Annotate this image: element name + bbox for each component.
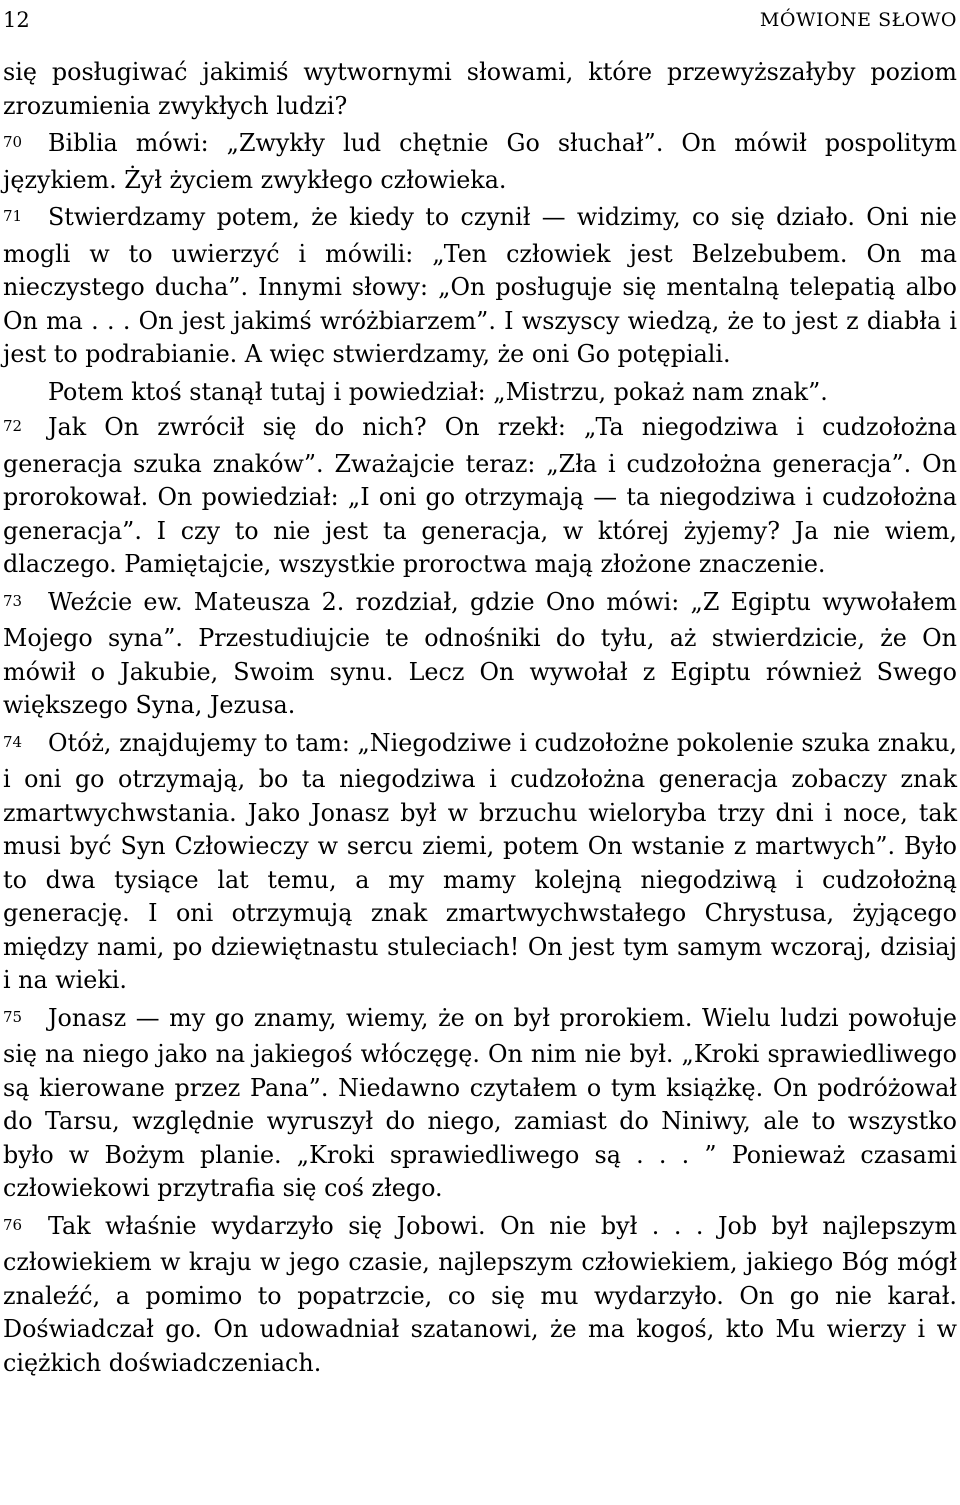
paragraph-text: Tak właśnie wydarzyło się Jobowi. On nie był . . . Job był najlepszym człowiekiem w kraju w jego czasie, najlepszym człowiekiem, jakiego Bóg mógł znaleźć, a pomimo to popatrzcie, co się mu wydarzyło. On go nie karał. Doświadczał go. On udowadniał szatanowi, że ma kogoś, kto Mu wierzy i w ciężkich doświadczeniach. [3, 1211, 957, 1377]
paragraph-text: Otóż, znajdujemy to tam: „Niegodziwe i cudzołożne pokolenie szuka znaku, i oni go otrzymają, bo ta niegodziwa i cudzołożna generacja zobaczy znak zmartwychwstania. Jako Jonasz był w brzuchu wieloryba trzy dni i noce, tak musi być Syn Człowieczy w sercu ziemi, potem On wstanie z martwych”. Było to dwa tysiące lat temu, a my mamy kolejną niegodziwą i cudzołożną generację. I oni otrzymują znak zmartwychwstałego Chrystusa, żyjącego między nami, po dziewiętnastu stuleciach! On jest tym samym wczoraj, dzisiaj i na wieki. [3, 728, 957, 994]
paragraph-text: Potem ktoś stanął tutaj i powiedział: „Mistrzu, pokaż nam znak”. [48, 377, 828, 406]
paragraph-number: 71 [3, 207, 23, 225]
paragraph-number: 73 [3, 591, 23, 610]
paragraph-unnumbered [3, 376, 957, 410]
body-text [3, 56, 957, 1384]
page-header [3, 6, 957, 36]
paragraph-74 [3, 727, 957, 998]
paragraph-text: Jonasz — my go znamy, wiemy, że on był prorokiem. Wielu ludzi powołuje się na niego jako na jakiegoś włóczęgę. On nim nie był. „Kroki sprawiedliwego są kierowane przez Pana”. Niedawno czytałem o tym książkę. On podróżował do Tarsu, względnie wyruszył do niego, zamiast do Niniwy, ale to wszystko było w Bożym planie. „Kroki sprawiedliwego są . . . ” Ponieważ czasami człowiekowi przytrafia się coś złego. [3, 1003, 957, 1202]
paragraph-number: 76 [3, 1215, 23, 1234]
paragraph-number: 72 [3, 417, 23, 435]
paragraph-70 [3, 127, 957, 197]
paragraph-text: Stwierdzamy potem, że kiedy to czynił — widzimy, co się działo. Oni nie mogli w to uwierzyć i mówili: „Ten człowiek jest Belzebubem. On ma nieczystego ducha”. Innymi słowy: „On posługuje się mentalną telepatią albo On ma . . . On jest jakimś wróżbiarzem”. I wszyscy wiedzą, że to jest z diabła i jest to podrabianie. A więc stwierdzamy, że oni Go potępiali. [3, 203, 957, 368]
paragraph-73 [3, 586, 957, 723]
paragraph-continuation [3, 56, 957, 123]
paragraph-text: się posługiwać jakimiś wytwornymi słowami, które przewyższałyby poziom zrozumienia zwykłych ludzi? [3, 58, 957, 120]
paragraph-text: Jak On zwrócił się do nich? On rzekł: „Ta niegodziwa i cudzołożna generacja szuka znaków”. Zważajcie teraz: „Zła i cudzołożna generacja”. On prorokował. On powiedział: „I oni go otrzymają — ta niegodziwa i cudzołożna generacja”. I czy to nie jest ta generacja, w której żyjemy? Ja nie wiem, dlaczego. Pamiętajcie, wszystkie proroctwa mają złożone znaczenie. [3, 413, 957, 578]
paragraph-71 [3, 201, 957, 372]
paragraph-text: Biblia mówi: „Zwykły lud chętnie Go słuchał”. On mówił pospolitym językiem. Żył życiem zwykłego człowieka. [3, 129, 957, 194]
paragraph-76 [3, 1210, 957, 1381]
paragraph-75 [3, 1002, 957, 1206]
paragraph-72 [3, 411, 957, 582]
running-title: MÓWIONE SŁOWO [759, 9, 957, 31]
paragraph-text: Weźcie ew. Mateusza 2. rozdział, gdzie Ono mówi: „Z Egiptu wywołałem Mojego syna”. Przestudiujcie te odnośniki do tyłu, aż stwierdzicie, że On mówił o Jakubie, Swoim synu. Lecz On wywołał z Egiptu również Swego większego Syna, Jezusa. [3, 587, 957, 719]
page-number: 12 [3, 8, 30, 32]
paragraph-number: 74 [3, 732, 23, 751]
paragraph-number: 70 [3, 133, 23, 151]
paragraph-number: 75 [3, 1007, 23, 1026]
